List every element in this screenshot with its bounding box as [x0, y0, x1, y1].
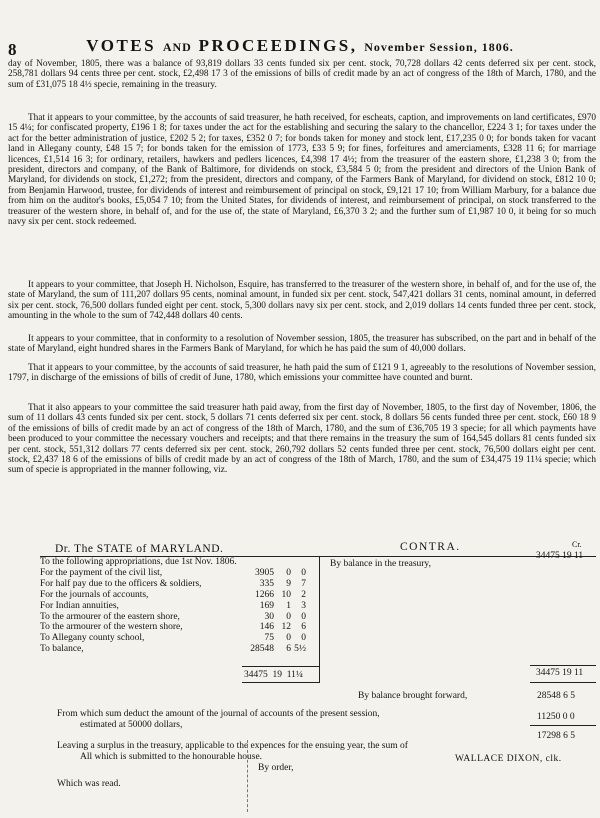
debit-total-rule [242, 682, 319, 683]
debit-shillings: 10 [281, 589, 291, 600]
credit-label: Cr. [572, 540, 582, 549]
debit-pounds: 335 [259, 578, 274, 589]
credit-total: 34475 19 11 [536, 668, 584, 678]
debit-total: 34475 19 11¼ [244, 670, 304, 680]
debit-shillings: 0 [286, 633, 291, 644]
debit-label: To Allegany county school, [40, 633, 145, 644]
debit-shillings: 1 [286, 600, 291, 611]
paragraph-opening-balance: day of November, 1805, there was a balance of 93,819 dollars 33 cents funded six per cent. stock, 70,728 dollars 42 cents deferred six per cent. stock, 258,781 dollars 94 cents three per cent. stock, £2,498 17 3 of the emissions of bills of credit made by an act of congress of the 18th of March, 1780, and the sum of £31,075 18 4½ specie, remaining in the treasury. [8, 59, 596, 90]
debit-shillings: 9 [286, 578, 291, 589]
debit-pounds: 30 [264, 611, 274, 622]
debit-label: To the armourer of the western shore, [40, 622, 183, 633]
debit-pounds: 146 [259, 622, 274, 633]
page-number: 8 [8, 40, 17, 59]
debit-pence: 7 [301, 578, 306, 589]
credit-header: CONTRA. [400, 541, 461, 553]
read-note: Which was read. [57, 779, 121, 789]
debit-row [40, 557, 306, 568]
debit-row [40, 622, 306, 633]
debit-shillings: 6 [286, 644, 291, 655]
title-proceedings: PROCEEDINGS, [198, 36, 358, 55]
debit-row [40, 590, 306, 601]
debit-pence: 0 [301, 633, 306, 644]
debit-pence: 6 [301, 622, 306, 633]
debit-header: Dr. The STATE of MARYLAND. [55, 543, 224, 555]
debit-shillings: 0 [286, 611, 291, 622]
credit-amount: 34475 19 11 [536, 551, 584, 561]
clerk-signature: WALLACE DIXON, clk. [455, 754, 562, 764]
debit-pence: 5½ [294, 644, 306, 655]
debit-shillings: 0 [286, 567, 291, 578]
brought-forward-label: By balance brought forward, [358, 691, 468, 701]
debit-shillings [277, 557, 294, 568]
debit-row [40, 579, 306, 590]
by-order-text: By order, [258, 763, 294, 773]
paragraph-emissions-burnt: That it appears to your committee, by the accounts of said treasurer, he hath paid the sum of £121 9 1, agreeably to the resolutions of November session, 1797, in discharge of the emissions of bills of credit of June, 1780, which emissions your committee have counted and burnt. [8, 363, 596, 384]
journal-amount: 11250 0 0 [537, 712, 575, 722]
debit-row [40, 644, 306, 655]
debit-row [40, 633, 306, 644]
paragraph-receipts: That it appears to your committee, by the accounts of said treasurer, he hath received, for escheats, caption, and improvements on land certificates, £970 15 4¼; for confiscated property, £196 1 8; for taxes under the act for the establishing and securing the salary to the chancellor, £224 3 1; for taxes under the act for the better administration of justice, £202 5 2; for taxes, £352 0 7; for bonds taken for money and stock lent, £17,235 0 0; for bonds taken for vacant land in Allegany county, £48 15 7; for bonds taken for the emission of 1773, £33 5 9; for fines, forfeitures and amerciaments, £328 11 6; for marriage licences, £1,514 16 3; for ordinary, retailers, hawkers and pedlers licences, £4,398 17 4½; from the treasurer of the eastern shore, £1,238 3 0; from the president, directors and company, of the Bank of Baltimore, for dividends on stock, £3,584 5 0; from the president and directors of the Union Bank of Maryland, for dividends on stock, £1,272; from the president, directors and company, of the Farmers Bank of Maryland, for dividend on stock, £812 10 0; from Benjamin Harwood, trustee, for dividends of interest and reimbursement of principal on stock, £9,121 17 10; from William Marbury, for a balance due from him on the auditor's books, £5,054 7 10; from the United States, for dividends of interest, and reimbursement of principal, on stock transferred to the treasurer of the western shore, in behalf of, and for the use of, the state of Maryland, £6,370 3 2; and the further sum of £1,987 10 0, it being for so much navy six per cent. stock redeemed. [8, 113, 596, 228]
debit-row [40, 612, 306, 623]
fold-crease [247, 740, 249, 812]
account-center-divider [319, 556, 320, 683]
surplus-rule [530, 725, 596, 726]
paragraph-stock-transfer: It appears to your committee, that Joseph H. Nicholson, Esquire, has transferred to the treasurer of the western shore, in behalf of, and for the use of, the state of Maryland, the sum of 111,207 dollars 95 cents, nominal amount, in funded six per cent. stock, 547,421 dollars 31 cents, nominal amount, in deferred six per cent. stock, 76,500 dollars funded eight per cent. stock, 5,300 dollars navy six per cent. stock, and 2,019 dollars 14 cents funded three per cent. stock, amounting in the whole to the sum of 742,448 dollars 40 cents. [8, 280, 596, 322]
debit-label: To the following appropriations, due 1st Nov. 1806. [40, 557, 237, 567]
credit-total-rule [530, 682, 596, 683]
surplus-text: Leaving a surplus in the treasury, applicable to the expences for the ensuing year, the sum of [57, 741, 408, 751]
brought-forward-amount: 28548 6 5 [537, 691, 575, 701]
debit-pence: 3 [301, 600, 306, 611]
debit-pounds: 3905 [255, 567, 274, 578]
debit-label: For the journals of accounts, [40, 589, 149, 600]
title-session: November Session, 1806. [364, 40, 514, 54]
credit-item: By balance in the treasury, [330, 559, 431, 569]
debit-pence: 0 [301, 611, 306, 622]
debit-label: For Indian annuities, [40, 600, 119, 611]
submitted-text: All which is submitted to the honourable house. [80, 752, 263, 762]
debit-shillings: 12 [281, 622, 291, 633]
debit-table [40, 557, 306, 655]
journal-deduction-text: From which sum deduct the amount of the journal of accounts of the present session, [57, 709, 380, 719]
journal-estimate-text: estimated at 50000 dollars, [80, 720, 183, 730]
debit-label: To balance, [40, 644, 84, 655]
debit-pounds: 28548 [250, 644, 274, 655]
paragraph-payments: That it also appears to your committee the said treasurer hath paid away, from the first day of November, 1805, to the first day of November, 1806, the sum of 11 dollars 43 cents funded six per cent. stock, 5 dollars 71 cents deferred six per cent. stock, 8 dollars 56 cents funded three per cent. stock, £60 18 9 of the emissions of bills of credit made by an act of congress of the 18th of March, 1780, and the sum of £36,705 19 3 specie; for all which payments have been produced to your committee the necessary vouchers and receipts; and that there remains in the treasury the sum of 164,545 dollars 81 cents funded six per cent. stock, 551,312 dollars 77 cents deferred six per cent. stock, 260,792 dollars 52 cents funded three per cent. stock, 76,500 dollars eight per cent. stock, £2,437 18 6 of the emissions of bills of credit made by an act of congress of the 18th of March, 1780, and the sum of £34,475 19 11¼ specie; which sum of specie is appropriated in the manner following, viz. [8, 403, 596, 476]
debit-pounds: 75 [264, 633, 274, 644]
title-and: AND [162, 40, 192, 54]
paragraph-bank-shares: It appears to your committee, that in conformity to a resolution of November session, 1805, the treasurer has subscribed, on the part and in behalf of the state of Maryland, eight hundred shares in the Farmers Bank of Maryland, for which he has paid the sum of 40,000 dollars. [8, 334, 596, 355]
debit-pounds: 169 [259, 600, 274, 611]
credit-sum-rule [530, 665, 596, 666]
debit-label: For half pay due to the officers & soldiers, [40, 578, 202, 589]
debit-pence [294, 557, 306, 568]
debit-label: For the payment of the civil list, [40, 567, 163, 578]
debit-row [40, 568, 306, 579]
debit-pence: 2 [301, 589, 306, 600]
running-head [0, 36, 600, 56]
surplus-amount: 17298 6 5 [537, 731, 575, 741]
title-votes: VOTES [86, 36, 157, 55]
debit-row [40, 601, 306, 612]
debit-pence: 0 [301, 567, 306, 578]
debit-sum-rule [242, 666, 319, 667]
debit-pounds: 1266 [255, 589, 274, 600]
debit-pounds [246, 557, 277, 568]
debit-label: To the armourer of the eastern shore, [40, 611, 180, 622]
